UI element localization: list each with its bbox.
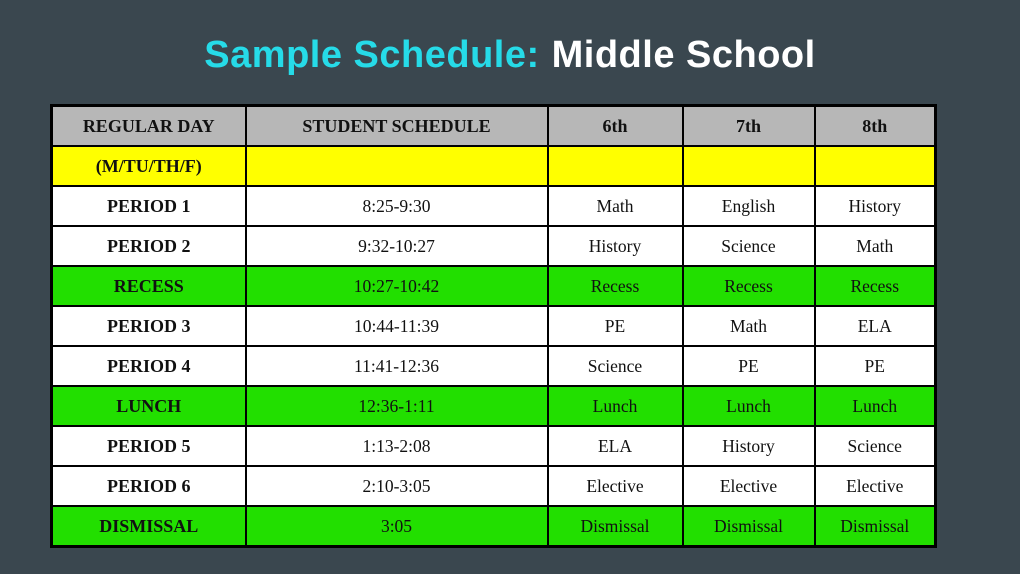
table-row-period2 xyxy=(52,226,936,266)
table-row-period1 xyxy=(52,186,936,226)
cell-grade6: Dismissal xyxy=(548,506,683,547)
cell-grade8: PE xyxy=(815,346,936,386)
cell-grade7: Elective xyxy=(683,466,815,506)
cell-period-label: LUNCH xyxy=(52,386,246,426)
cell-grade7: History xyxy=(683,426,815,466)
cell-period-label: PERIOD 3 xyxy=(52,306,246,346)
cell-grade6: Math xyxy=(548,186,683,226)
table-row-lunch xyxy=(52,386,936,426)
cell-grade8: Math xyxy=(815,226,936,266)
cell-time: 1:13-2:08 xyxy=(246,426,548,466)
cell-period-label: PERIOD 5 xyxy=(52,426,246,466)
cell-time: 2:10-3:05 xyxy=(246,466,548,506)
cell-grade7: Lunch xyxy=(683,386,815,426)
cell-grade6: Elective xyxy=(548,466,683,506)
cell-grade6: Science xyxy=(548,346,683,386)
cell-grade8: Elective xyxy=(815,466,936,506)
cell-time: 9:32-10:27 xyxy=(246,226,548,266)
cell-grade6: PE xyxy=(548,306,683,346)
cell-time xyxy=(246,146,548,186)
table-row-period4 xyxy=(52,346,936,386)
cell-grade8: History xyxy=(815,186,936,226)
table-row-dismissal xyxy=(52,506,936,547)
page-title xyxy=(0,34,1020,77)
cell-time: 11:41-12:36 xyxy=(246,346,548,386)
cell-grade7: Recess xyxy=(683,266,815,306)
cell-grade8 xyxy=(815,146,936,186)
cell-grade8: ELA xyxy=(815,306,936,346)
table-row-period5 xyxy=(52,426,936,466)
col-header-6th: 6th xyxy=(548,106,683,147)
col-header-7th: 7th xyxy=(683,106,815,147)
table-row-period3 xyxy=(52,306,936,346)
col-header-regular-day: REGULAR DAY xyxy=(52,106,246,147)
cell-grade8: Lunch xyxy=(815,386,936,426)
cell-grade8: Recess xyxy=(815,266,936,306)
table-row-days xyxy=(52,146,936,186)
cell-grade7: Science xyxy=(683,226,815,266)
cell-period-label: PERIOD 1 xyxy=(52,186,246,226)
col-header-8th: 8th xyxy=(815,106,936,147)
cell-time: 10:27-10:42 xyxy=(246,266,548,306)
cell-period-label: (M/TU/TH/F) xyxy=(52,146,246,186)
cell-grade7: PE xyxy=(683,346,815,386)
table-row-recess xyxy=(52,266,936,306)
cell-grade6: ELA xyxy=(548,426,683,466)
cell-grade7: Dismissal xyxy=(683,506,815,547)
cell-period-label: PERIOD 2 xyxy=(52,226,246,266)
cell-grade7: Math xyxy=(683,306,815,346)
cell-time: 12:36-1:11 xyxy=(246,386,548,426)
cell-grade7: English xyxy=(683,186,815,226)
cell-period-label: PERIOD 4 xyxy=(52,346,246,386)
cell-grade8: Science xyxy=(815,426,936,466)
col-header-student-schedule: STUDENT SCHEDULE xyxy=(246,106,548,147)
cell-time: 10:44-11:39 xyxy=(246,306,548,346)
page-title-rest: Middle School xyxy=(551,34,816,76)
cell-period-label: RECESS xyxy=(52,266,246,306)
header-row xyxy=(52,106,936,147)
cell-time: 3:05 xyxy=(246,506,548,547)
cell-grade6: History xyxy=(548,226,683,266)
cell-grade6: Recess xyxy=(548,266,683,306)
cell-period-label: DISMISSAL xyxy=(52,506,246,547)
cell-grade6 xyxy=(548,146,683,186)
cell-grade7 xyxy=(683,146,815,186)
cell-period-label: PERIOD 6 xyxy=(52,466,246,506)
page-title-highlight: Sample Schedule: xyxy=(204,34,540,76)
cell-grade6: Lunch xyxy=(548,386,683,426)
table-row-period6 xyxy=(52,466,936,506)
cell-time: 8:25-9:30 xyxy=(246,186,548,226)
cell-grade8: Dismissal xyxy=(815,506,936,547)
schedule-table xyxy=(50,104,937,548)
